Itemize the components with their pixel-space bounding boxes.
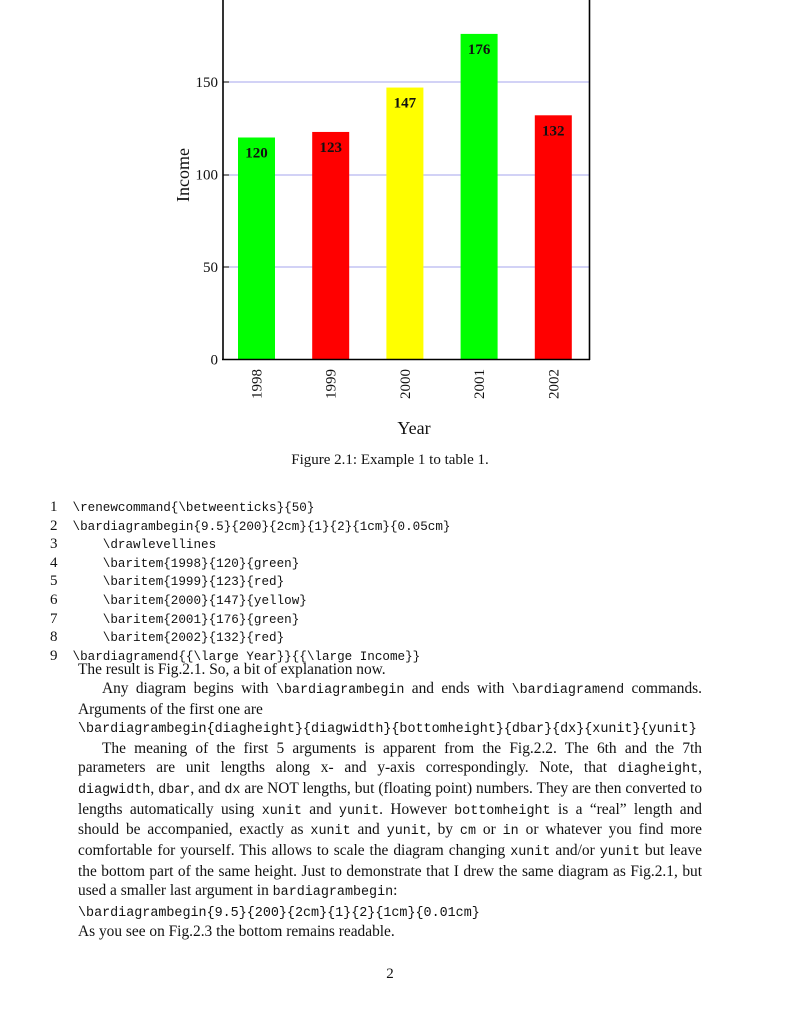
code-text: \baritem{2002}{132}{red}	[65, 631, 285, 646]
line-number: 3	[50, 536, 58, 553]
inline-code: xunit	[510, 845, 551, 861]
text: are NOT lengths, but (floating point) numbers. They are then converted to lengths automatically using	[78, 779, 703, 818]
inline-code: yunit	[338, 803, 380, 819]
inline-code: diagwidth	[78, 782, 151, 798]
bar-chart	[0, 0, 800, 440]
text: , by	[426, 821, 460, 839]
text: commands. Arguments of the first one are	[78, 679, 702, 718]
line-number: 6	[50, 591, 58, 608]
text: or	[475, 821, 503, 839]
bar-value-label: 132	[542, 123, 565, 140]
signature-line	[78, 903, 702, 924]
code-text: \drawlevellines	[65, 538, 217, 553]
y-tick-labels	[196, 75, 219, 369]
bar-value-label: 123	[319, 139, 342, 156]
text: ,	[150, 779, 159, 797]
y-tick-label: 100	[195, 167, 218, 184]
inline-code: dbar	[158, 782, 191, 798]
inline-code: yunit	[599, 845, 640, 861]
bar-2000	[386, 88, 423, 360]
x-tick-label: 2001	[472, 369, 489, 399]
text-line: As you see on Fig.2.3 the bottom remains readable.	[78, 923, 395, 941]
x-tick-label: 2000	[397, 369, 414, 399]
inline-code: diagheight	[617, 761, 699, 777]
inline-code: \bardiagrambegin	[275, 682, 405, 698]
inline-code: \bardiagrambegin{diagheight}{diagwidth}{bottomheight}{dbar}{dx}{xunit}{yunit}	[78, 722, 697, 738]
y-tick-label: 50	[203, 260, 218, 276]
inline-code: dx	[224, 782, 241, 798]
paragraph-begin-end	[78, 680, 702, 720]
code-line	[50, 536, 450, 555]
code-listing	[50, 499, 450, 666]
signature-line	[78, 719, 702, 740]
line-number: 4	[50, 554, 58, 571]
text-line: The result is Fig.2.1. So, a bit of explanation now.	[78, 661, 386, 678]
text: and	[350, 821, 387, 839]
line-number: 5	[50, 573, 58, 590]
code-line	[50, 592, 450, 611]
code-line	[50, 573, 450, 592]
text: and ends with	[404, 679, 512, 697]
text: Any diagram begins with	[102, 679, 276, 697]
line-number: 1	[50, 499, 58, 515]
y-tick-label: 150	[195, 75, 218, 91]
y-tick-label: 0	[210, 352, 218, 369]
bar-value-label: 120	[245, 145, 268, 162]
code-text: \baritem{1999}{123}{red}	[65, 575, 285, 590]
line-number: 2	[50, 517, 58, 534]
bar-2001	[461, 34, 498, 360]
inline-code: xunit	[310, 824, 351, 840]
code-line	[50, 499, 450, 518]
inline-code: xunit	[261, 803, 302, 819]
code-text: \bardiagramend{{\large Year}}{{\large Income}}	[65, 649, 421, 664]
text: , and	[190, 779, 225, 797]
text: but leave the bottom part of the same height. Just to demonstrate that I drew the same diagram as Fig.2.1, but used a smaller last argument in	[78, 842, 702, 899]
code-line	[50, 555, 450, 574]
code-text: \bardiagrambegin{9.5}{200}{2cm}{1}{2}{1cm}{0.05cm}	[65, 519, 451, 534]
bars	[238, 34, 572, 360]
y-axis-label: Income	[173, 148, 193, 202]
line-number: 7	[50, 610, 58, 627]
paragraph-result	[78, 661, 702, 942]
x-tick-label: 1999	[323, 369, 340, 399]
figure-caption: Figure 2.1: Example 1 to table 1.	[291, 452, 489, 468]
code-line	[50, 518, 450, 537]
paragraph-meaning	[78, 740, 702, 902]
x-tick-labels	[250, 369, 563, 399]
text: is a “real” length and should be accompanied, exactly as	[78, 800, 703, 839]
page-number: 2	[386, 966, 394, 982]
code-text: \baritem{2001}{176}{green}	[65, 612, 300, 627]
text: . However	[379, 800, 455, 818]
text: and	[301, 800, 339, 818]
code-text: \baritem{1998}{120}{green}	[65, 556, 300, 571]
code-text: \renewcommand{\betweenticks}{50}	[65, 501, 315, 515]
x-tick-label: 1998	[249, 369, 266, 399]
code-text: \baritem{2000}{147}{yellow}	[65, 593, 307, 608]
inline-code: cm	[459, 824, 476, 840]
line-number: 9	[50, 647, 58, 664]
text: The meaning of the first 5 arguments is apparent from the Fig.2.2. The 6th and the 7th parameters are unit lengths along x- and y-axis correspondingly. Note, that	[78, 740, 702, 776]
bar-value-label: 176	[467, 41, 491, 58]
text: and/or	[550, 842, 600, 860]
inline-code: bardiagrambegin	[272, 884, 394, 900]
y-ticks	[223, 82, 229, 267]
line-number: 8	[50, 629, 58, 646]
inline-code: in	[502, 824, 519, 840]
inline-code: \bardiagrambegin{9.5}{200}{2cm}{1}{2}{1cm}{0.01cm}	[78, 905, 480, 921]
bar-value-label: 147	[393, 95, 417, 112]
inline-code: yunit	[386, 824, 427, 840]
inline-code: \bardiagramend	[511, 682, 625, 698]
bar-1999	[312, 132, 349, 360]
inline-code: bottomheight	[454, 803, 551, 819]
x-axis-label: Year	[397, 418, 431, 438]
x-tick-label: 2002	[546, 369, 563, 399]
code-line	[50, 611, 450, 630]
bar-1998	[238, 138, 275, 360]
text: :	[393, 881, 398, 899]
code-line	[50, 629, 450, 648]
text: or whatever you find more comfortable for yourself. This allows to scale the diagram changing	[78, 821, 702, 860]
text: ,	[698, 758, 702, 776]
bar-2002	[535, 115, 572, 359]
